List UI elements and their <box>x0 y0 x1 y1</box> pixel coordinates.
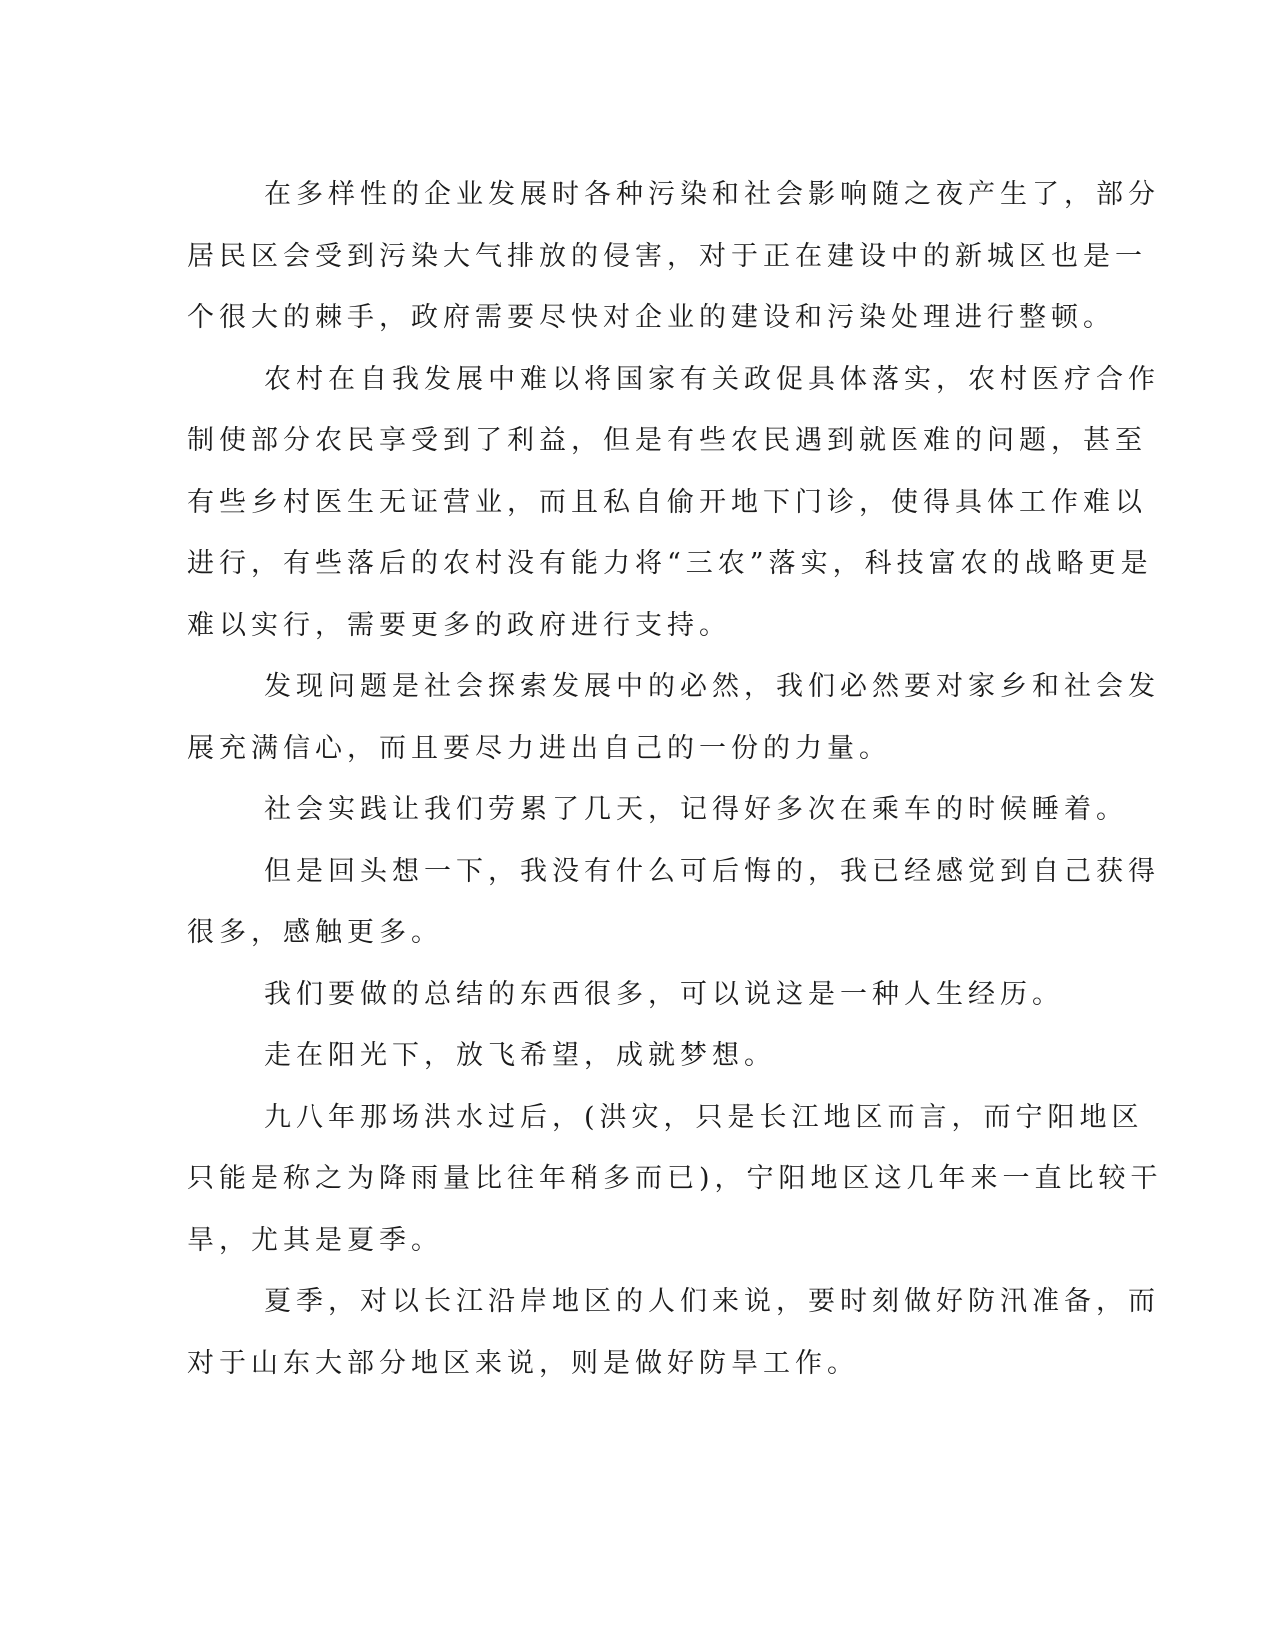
text-line: 展充满信心，而且要尽力进出自己的一份的力量。 <box>187 732 891 764</box>
text-line: 对于山东大部分地区来说，则是做好防旱工作。 <box>187 1347 859 1379</box>
paragraph-sunshine <box>187 1025 1075 1087</box>
paragraph-practice-tired <box>187 779 1128 841</box>
text-line: 我们要做的总结的东西很多，可以说这是一种人生经历。 <box>264 978 1064 1010</box>
text-line: 但是回头想一下，我没有什么可后悔的，我已经感觉到自己获得 <box>264 855 1160 887</box>
paragraph-finding-problems <box>187 656 1160 779</box>
text-line: 只能是称之为降雨量比往年稍多而已)，宁阳地区这几年来一直比较干 <box>187 1163 1163 1194</box>
paragraph-pollution <box>187 164 1160 349</box>
paragraph-rural-medical <box>187 349 1160 657</box>
document-body <box>187 164 1163 1394</box>
text-line: 九八年那场洪水过后，(洪灾，只是长江地区而言，而宁阳地区 <box>264 1101 1144 1133</box>
text-line: 发现问题是社会探索发展中的必然，我们必然要对家乡和社会发 <box>264 671 1160 702</box>
text-line: 夏季，对以长江沿岸地区的人们来说，要时刻做好防汛准备，而 <box>264 1286 1160 1317</box>
paragraph-no-regret <box>187 841 1160 964</box>
paragraph-summary <box>187 964 1075 1026</box>
text-line: 很多，感触更多。 <box>187 917 443 948</box>
paragraph-flood-1998 <box>187 1087 1163 1272</box>
text-line: 社会实践让我们劳累了几天，记得好多次在乘车的时候睡着。 <box>264 794 1128 825</box>
text-line: 个很大的棘手，政府需要尽快对企业的建设和污染处理进行整顿。 <box>187 302 1115 333</box>
text-line: 进行，有些落后的农村没有能力将“三农”落实，科技富农的战略更是 <box>187 548 1153 579</box>
text-line: 制使部分农民享受到了利益，但是有些农民遇到就医难的问题，甚至 <box>187 425 1147 456</box>
text-line: 在多样性的企业发展时各种污染和社会影响随之夜产生了，部分 <box>264 179 1160 210</box>
text-line: 走在阳光下，放飞希望，成就梦想。 <box>264 1040 776 1071</box>
text-line: 农村在自我发展中难以将国家有关政促具体落实，农村医疗合作 <box>264 363 1160 395</box>
text-line: 有些乡村医生无证营业，而且私自偷开地下门诊，使得具体工作难以 <box>187 486 1147 518</box>
text-line: 旱，尤其是夏季。 <box>187 1224 443 1256</box>
paragraph-summer <box>187 1271 1160 1394</box>
text-line: 难以实行，需要更多的政府进行支持。 <box>187 609 731 641</box>
text-line: 居民区会受到污染大气排放的侵害，对于正在建设中的新城区也是一 <box>187 240 1147 272</box>
